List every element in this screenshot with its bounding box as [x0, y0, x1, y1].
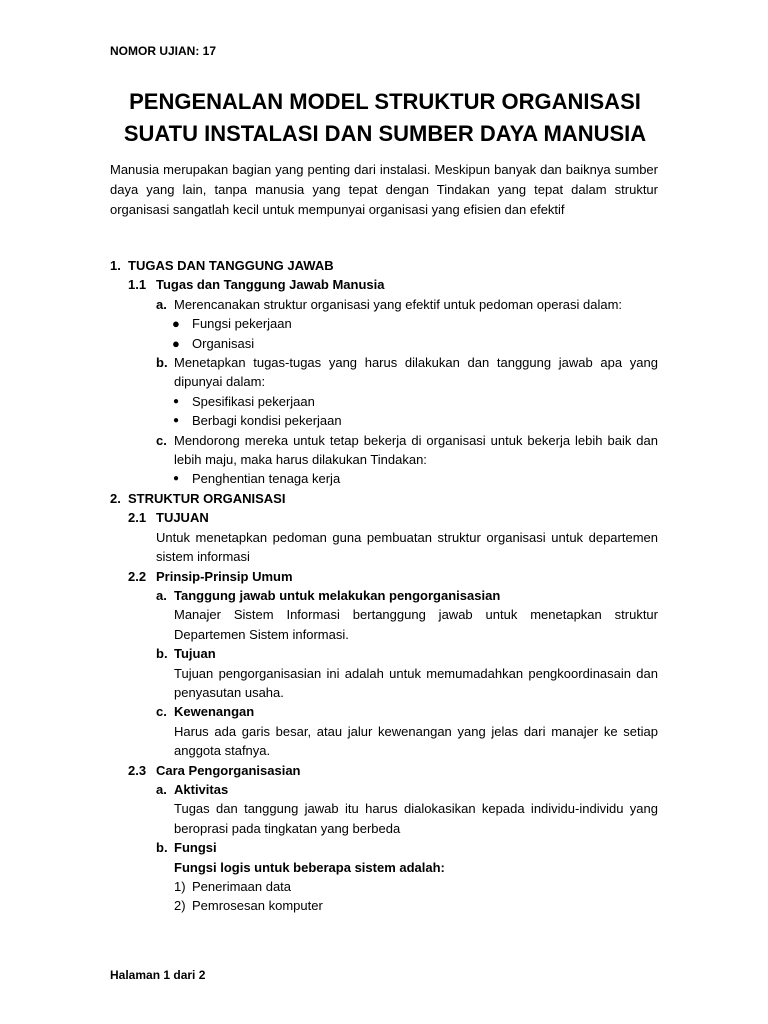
- section-title: STRUKTUR ORGANISASI: [128, 490, 286, 506]
- item-letter: a.: [156, 587, 167, 603]
- bullet-icon: ●: [173, 473, 180, 485]
- item-number: 2): [174, 898, 186, 914]
- title-line-2: SUATU INSTALASI DAN SUMBER DAYA MANUSIA: [123, 121, 647, 146]
- subsection-2-1-text: [0, 528, 658, 567]
- section-2-heading: [0, 489, 768, 508]
- item-title: Tujuan: [174, 646, 216, 662]
- item-letter: b.: [156, 646, 168, 662]
- item-text: Penerimaan data: [192, 879, 292, 894]
- subsection-1-1-heading: [0, 275, 768, 294]
- intro-paragraph: Manusia merupakan bagian yang penting dari instalasi. Meskipun banyak dan baiknya sumber daya yang lain, tanpa manusia yang tepat dengan Tindakan yang tepat dalam struktur organisasi sangatlah kecil untuk mempunyai organisasi yang efisien dan efektif: [110, 162, 658, 217]
- subsection-title: TUJUAN: [156, 510, 209, 526]
- outline: [0, 256, 768, 916]
- subsection-title: Tugas dan Tanggung Jawab Manusia: [156, 277, 385, 293]
- paragraph-text: Untuk menetapkan pedoman guna pembuatan struktur organisasi untuk departemen sistem informasi: [156, 529, 658, 565]
- bullet-icon: ●: [173, 395, 180, 407]
- bullet-item: [0, 469, 768, 488]
- paragraph-text: Harus ada garis besar, atau jalur kewenangan yang jelas dari manajer ke setiap anggota stafnya.: [174, 723, 658, 759]
- list-item-2-2-a-heading: [0, 586, 768, 605]
- numbered-item: [0, 877, 768, 896]
- bullet-text: Berbagi kondisi pekerjaan: [192, 413, 342, 429]
- list-item-2-3-a-text: [0, 799, 658, 838]
- page-footer: Halaman 1 dari 2: [110, 968, 206, 982]
- item-letter: c.: [156, 704, 167, 720]
- list-item-2-3-b-heading: [0, 838, 768, 857]
- paragraph-text: Tujuan pengorganisasian ini adalah untuk memumadahkan pengkoordinasain dan penyasutan usaha.: [174, 665, 658, 700]
- bullet-icon: ●: [172, 316, 180, 332]
- subsection-2-1-heading: [0, 508, 768, 527]
- list-item-1-1-a: [0, 295, 658, 314]
- bullet-icon: ●: [173, 415, 180, 427]
- paragraph-text: Fungsi logis untuk beberapa sistem adalah:: [174, 859, 445, 875]
- section-title: TUGAS DAN TANGGUNG JAWAB: [128, 258, 334, 273]
- title-line-1: PENGENALAN MODEL STRUKTUR ORGANISASI: [129, 89, 641, 114]
- subsection-2-2-heading: [0, 567, 768, 586]
- document-title: [90, 86, 680, 150]
- item-title: Tanggung jawab untuk melakukan pengorganisasian: [174, 587, 501, 603]
- item-letter: a.: [156, 296, 167, 312]
- item-text: Pemrosesan komputer: [192, 898, 323, 914]
- subsection-number: 1.1: [128, 277, 147, 293]
- item-letter: b.: [156, 840, 168, 856]
- paragraph-text: Manajer Sistem Informasi bertanggung jawab untuk menetapkan struktur Departemen Sistem informasi.: [174, 607, 658, 642]
- bullet-item: [0, 334, 768, 353]
- list-item-2-2-c-text: [0, 722, 658, 761]
- subsection-number: 2.2: [128, 568, 147, 584]
- bullet-item: [0, 392, 768, 411]
- subsection-number: 2.3: [128, 762, 147, 778]
- bullet-text: Organisasi: [192, 335, 255, 351]
- list-item-2-2-b-heading: [0, 644, 768, 663]
- list-item-2-2-a-text: [0, 605, 658, 644]
- list-item-2-3-a-heading: [0, 780, 768, 799]
- item-text: Mendorong mereka untuk tetap bekerja di organisasi untuk bekerja lebih baik dan lebih maju, maka harus dilakukan Tindakan:: [174, 432, 658, 468]
- item-letter: a.: [156, 781, 167, 797]
- exam-number: NOMOR UJIAN: 17: [110, 44, 217, 58]
- bullet-text: Spesifikasi pekerjaan: [192, 393, 315, 409]
- paragraph-text: Tugas dan tanggung jawab itu harus dialokasikan kepada individu-individu yang beroprasi pada tingkatan yang berbeda: [174, 801, 658, 836]
- item-title: Fungsi: [174, 840, 217, 856]
- list-item-2-3-b-lead: [0, 858, 768, 877]
- item-text: Merencanakan struktur organisasi yang efektif untuk pedoman operasi dalam:: [174, 296, 623, 312]
- item-title: Aktivitas: [174, 781, 229, 797]
- list-item-1-1-c: [0, 431, 658, 470]
- subsection-title: Cara Pengorganisasian: [156, 762, 301, 778]
- bullet-item: [0, 411, 768, 430]
- section-1-heading: [0, 256, 768, 275]
- bullet-text: Penghentian tenaga kerja: [192, 471, 341, 487]
- subsection-2-3-heading: [0, 761, 768, 780]
- subsection-number: 2.1: [128, 510, 147, 526]
- item-number: 1): [174, 879, 186, 894]
- list-item-2-2-b-text: [0, 664, 658, 703]
- item-text: Menetapkan tugas-tugas yang harus dilakukan dan tanggung jawab apa yang dipunyai dalam:: [174, 355, 658, 390]
- bullet-text: Fungsi pekerjaan: [192, 316, 292, 332]
- list-item-2-2-c-heading: [0, 702, 768, 721]
- bullet-icon: ●: [172, 335, 180, 351]
- section-number: 1.: [110, 258, 121, 273]
- section-number: 2.: [110, 490, 121, 506]
- item-letter: c.: [156, 432, 167, 448]
- list-item-1-1-b: [0, 353, 658, 392]
- subsection-title: Prinsip-Prinsip Umum: [156, 568, 293, 584]
- item-title: Kewenangan: [174, 704, 255, 720]
- item-letter: b.: [156, 355, 168, 371]
- bullet-item: [0, 314, 768, 333]
- numbered-item: [0, 896, 768, 915]
